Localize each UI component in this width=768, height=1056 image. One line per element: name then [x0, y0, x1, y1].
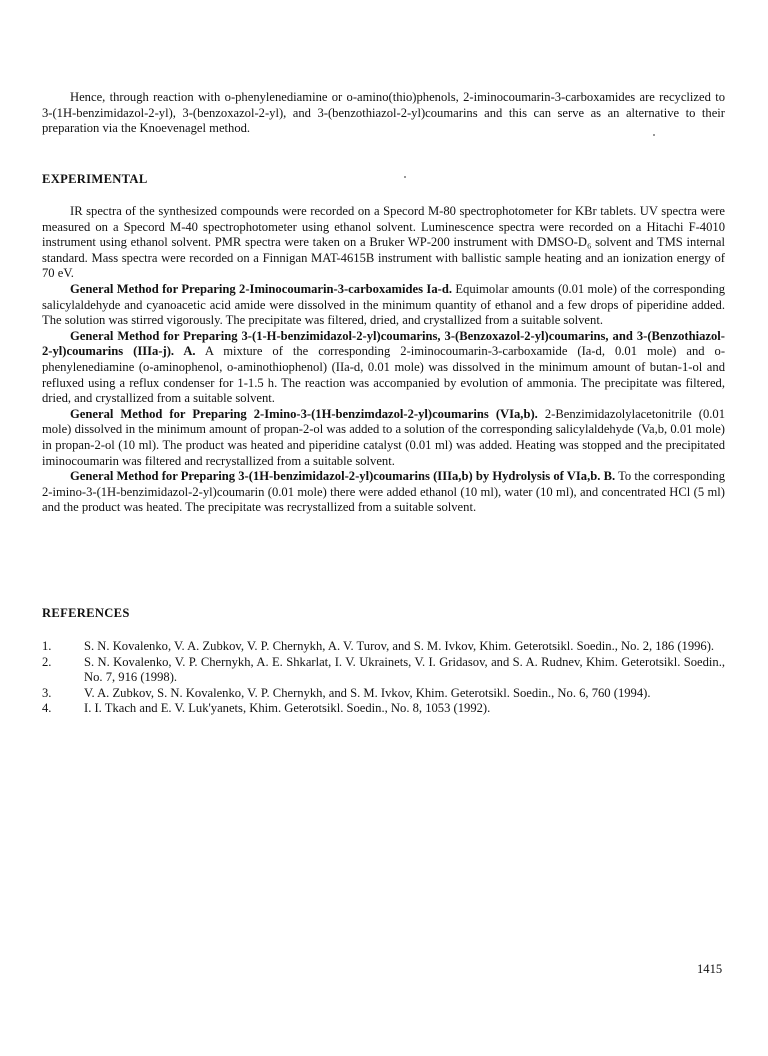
reference-number: 4.: [42, 701, 52, 716]
scan-speck: [404, 176, 406, 178]
intro-text: Hence, through reaction with o-phenylenediamine or o-amino(thio)phenols, 2-iminocoumarin-3-carboxamides are recyclized to 3-(1H-benzimidazol-2-yl), 3-(benzoxazol-2-yl), and 3-(benzothiazol-2-yl)coumarins and this can serve as an alternative to their preparation via the Knoevenagel method.: [42, 90, 725, 136]
references-heading: REFERENCES: [42, 606, 130, 620]
reference-text: S. N. Kovalenko, V. A. Zubkov, V. P. Chernykh, A. V. Turov, and S. M. Ivkov, Khim. Geterotsikl. Soedin., No. 2, 186 (1996).: [84, 639, 715, 653]
method-via-b-body: 2-Benzimidazolylacetonitrile (0.01 mole) dissolved in the minimum amount of propan-2-ol was added to a solution of the corresponding salicylaldehyde (Va,b, 0.01 mole) in propan-2-ol (10 ml). The product was heated and piperidine catalyst (0.01 ml) was added. Heating was stopped and the precipitated iminocoumarin was filtered and recrystallized from a suitable solvent.: [42, 406, 725, 468]
method-iiia-j-title: General Method for Preparing 3-(1-H-benzimidazol-2-yl)coumarins, 3-(Benzoxazol-2-yl)coumarins, and 3-(Benzothiazol-2-yl)coumarins (IIIa-j). A.: [42, 328, 725, 359]
reference-number: 2.: [42, 654, 52, 669]
reference-number: 3.: [42, 685, 52, 700]
scan-speck: [653, 134, 655, 136]
intro-paragraph: [42, 90, 725, 137]
method-ia-d-paragraph: [42, 282, 725, 329]
method-hydrolysis-paragraph: [42, 469, 725, 516]
method-iiia-j-paragraph: [42, 329, 725, 407]
reference-text: S. N. Kovalenko, V. P. Chernykh, A. E. Shkarlat, I. V. Ukrainets, V. I. Gridasov, and S. A. Rudnev, Khim. Geterotsikl. Soedin., No. 7, 916 (1998).: [84, 654, 725, 685]
experimental-section: [42, 204, 725, 516]
method-ia-d-body: Equimolar amounts (0.01 mole) of the corresponding salicylaldehyde and cyanoacetic acid amide were dissolved in the minimum quantity of ethanol and a few drops of piperidine added. The solution was stirred vigorously. The precipitate was filtered, dried, and crystallized from a suitable solvent.: [42, 281, 725, 328]
experimental-heading: EXPERIMENTAL: [42, 172, 148, 186]
method-ia-d-title: General Method for Preparing 2-Iminocoumarin-3-carboxamides Ia-d.: [70, 281, 452, 296]
method-hydrolysis-title: General Method for Preparing 3-(1H-benzimidazol-2-yl)coumarins (IIIa,b) by Hydrolysis of VIa,b. B.: [70, 469, 616, 484]
reference-item: [42, 639, 725, 655]
reference-item: [42, 655, 725, 686]
method-hydrolysis-body: To the corresponding 2-imino-3-(1H-benzimidazol-2-yl)coumarin (0.01 mole) there were added ethanol (10 ml), water (10 ml), and concentrated HCl (5 ml) and the product was heated. The precipitate was recrystallized from a suitable solvent.: [42, 469, 725, 515]
reference-number: 1.: [42, 639, 52, 653]
method-via-b-paragraph: [42, 407, 725, 469]
references-list: [42, 639, 725, 717]
page-number: 1415: [697, 962, 723, 976]
reference-text: V. A. Zubkov, S. N. Kovalenko, V. P. Chernykh, and S. M. Ivkov, Khim. Geterotsikl. Soedin., No. 6, 760 (1994).: [84, 685, 651, 700]
reference-text: I. I. Tkach and E. V. Luk'yanets, Khim. Geterotsikl. Soedin., No. 8, 1053 (1992).: [84, 701, 491, 716]
method-iiia-j-body: A mixture of the corresponding 2-iminocoumarin-3-carboxamide (Ia-d, 0.01 mole) and o-phenylenediamine (o-aminophenol, o-aminothiophenol) (IIa-d, 0.01 mole) was dissolved in the minimum amount of butan-1-ol and refluxed using a reflux condenser for 1-1.5 h. The reaction was accompanied by evolution of ammonia. The precipitate was filtered, dried, and crystallized from a suitable solvent.: [42, 344, 726, 406]
reference-item: [42, 686, 725, 702]
reference-item: [42, 701, 725, 717]
experimental-instruments-paragraph: IR spectra of the synthesized compounds were recorded on a Specord M-80 spectrophotometer for KBr tablets. UV spectra were measured on a Specord M-40 spectrophotometer using ethanol solvent. Luminescence spectra were recorded on a Hitachi F-4010 instrument using ethanol solvent. PMR spectra were taken on a Bruker WP-200 instrument with DMSO-D₆ solvent and TMS internal standard. Mass spectra were recorded on a Finnigan MAT-4615B instrument with ballistic sample heating and an ionization energy of 70 eV.: [42, 204, 725, 281]
method-via-b-title: General Method for Preparing 2-Imino-3-(1H-benzimdazol-2-yl)coumarins (VIa,b).: [70, 406, 538, 421]
